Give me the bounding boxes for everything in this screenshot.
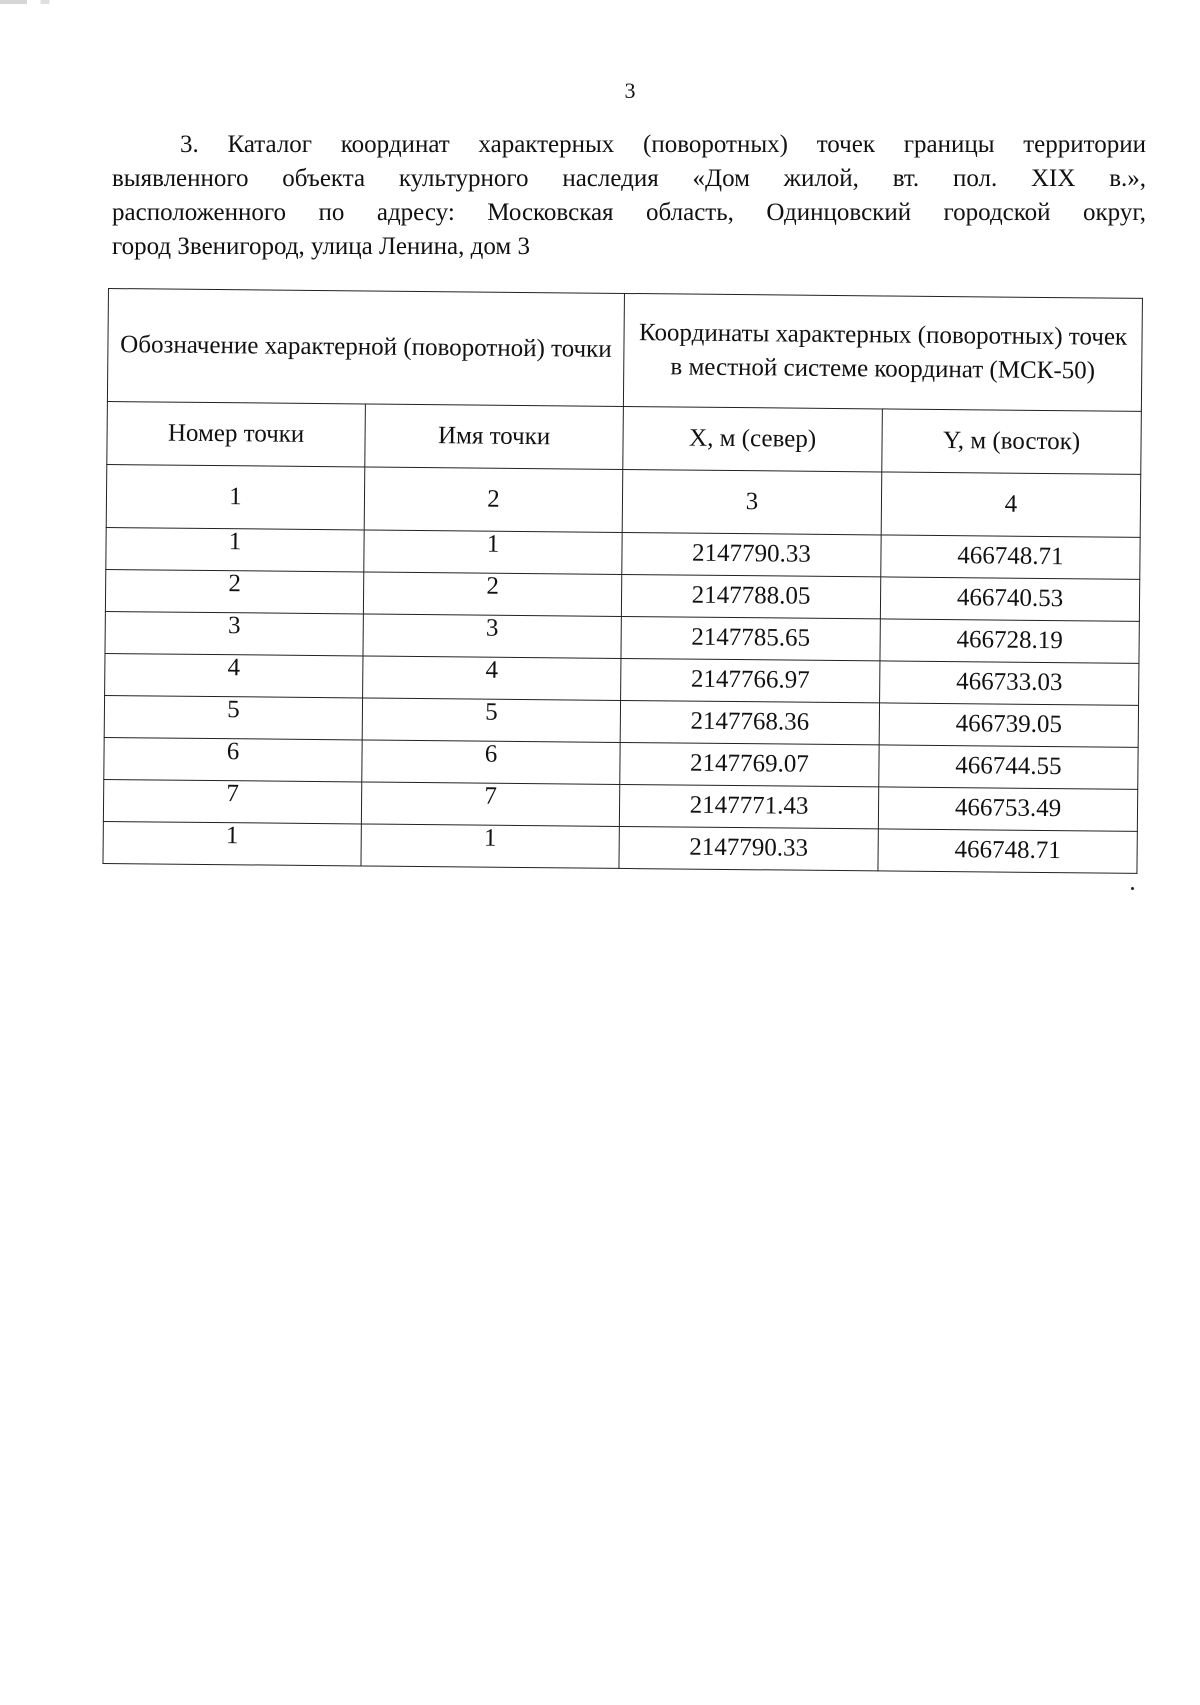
point-name-cell: 2 bbox=[363, 572, 621, 616]
paragraph-line: 3. Каталог координат характерных (поворотных) точек границы территории bbox=[180, 131, 1146, 158]
y-coordinate-cell: 466748.71 bbox=[878, 829, 1137, 873]
x-coordinate-cell: 2147790.33 bbox=[622, 532, 881, 576]
point-number-cell: 4 bbox=[105, 653, 363, 697]
paragraph-line: город Звенигород, улица Ленина, дом 3 bbox=[112, 233, 530, 260]
point-name-cell: 6 bbox=[362, 740, 620, 784]
y-coordinate-cell: 466748.71 bbox=[881, 535, 1140, 579]
point-number-cell: 7 bbox=[103, 779, 361, 823]
paragraph-line: выявленного объекта культурного наследия «Дом жилой, вт. пол. XIX в.», bbox=[112, 165, 1146, 192]
header-point-designation: Обозначение характерной (поворотной) точки bbox=[107, 289, 624, 407]
x-coordinate-cell: 2147790.33 bbox=[619, 826, 878, 870]
x-coordinate-cell: 2147766.97 bbox=[621, 658, 880, 702]
point-name-cell: 3 bbox=[363, 614, 621, 658]
table-column-headers bbox=[107, 401, 1142, 474]
y-coordinate-cell: 466753.49 bbox=[878, 787, 1137, 831]
point-number-cell: 2 bbox=[105, 569, 363, 613]
stray-dot bbox=[1131, 887, 1134, 890]
scan-artifact bbox=[0, 0, 90, 4]
column-number: 3 bbox=[622, 469, 882, 534]
column-number: 1 bbox=[106, 464, 365, 529]
x-coordinate-cell: 2147771.43 bbox=[619, 784, 878, 828]
table-row bbox=[103, 821, 1137, 873]
x-coordinate-cell: 2147788.05 bbox=[621, 574, 880, 618]
column-header: Y, м (восток) bbox=[882, 409, 1142, 474]
point-number-cell: 6 bbox=[104, 737, 362, 781]
point-number-cell: 3 bbox=[105, 611, 363, 655]
header-coordinates: Координаты характерных (поворотных) точек в местной системе координат (МСК-50) bbox=[623, 293, 1142, 411]
coordinates-table bbox=[102, 288, 1143, 874]
x-coordinate-cell: 2147785.65 bbox=[621, 616, 880, 660]
paragraph-line: расположенного по адресу: Московская область, Одинцовский городской округ, bbox=[112, 199, 1146, 226]
y-coordinate-cell: 466728.19 bbox=[880, 619, 1139, 663]
table-column-numbers bbox=[106, 464, 1141, 537]
page-number: 3 bbox=[624, 78, 636, 103]
catalog-paragraph bbox=[112, 128, 1146, 264]
column-number: 2 bbox=[364, 467, 623, 532]
column-header: Номер точки bbox=[107, 401, 366, 466]
y-coordinate-cell: 466733.03 bbox=[880, 661, 1139, 705]
x-coordinate-cell: 2147769.07 bbox=[620, 742, 879, 786]
point-name-cell: 1 bbox=[361, 824, 619, 868]
column-number: 4 bbox=[881, 472, 1141, 537]
point-number-cell: 1 bbox=[103, 821, 361, 865]
y-coordinate-cell: 466739.05 bbox=[879, 703, 1138, 747]
point-name-cell: 5 bbox=[362, 698, 620, 742]
point-name-cell: 7 bbox=[361, 782, 619, 826]
point-number-cell: 1 bbox=[106, 527, 364, 571]
column-header: X, м (север) bbox=[623, 406, 883, 471]
point-name-cell: 1 bbox=[364, 530, 622, 574]
x-coordinate-cell: 2147768.36 bbox=[620, 700, 879, 744]
column-header: Имя точки bbox=[365, 404, 624, 469]
point-number-cell: 5 bbox=[104, 695, 362, 739]
table-header-row bbox=[107, 289, 1142, 412]
y-coordinate-cell: 466740.53 bbox=[880, 577, 1139, 621]
y-coordinate-cell: 466744.55 bbox=[879, 745, 1138, 789]
point-name-cell: 4 bbox=[363, 656, 621, 700]
